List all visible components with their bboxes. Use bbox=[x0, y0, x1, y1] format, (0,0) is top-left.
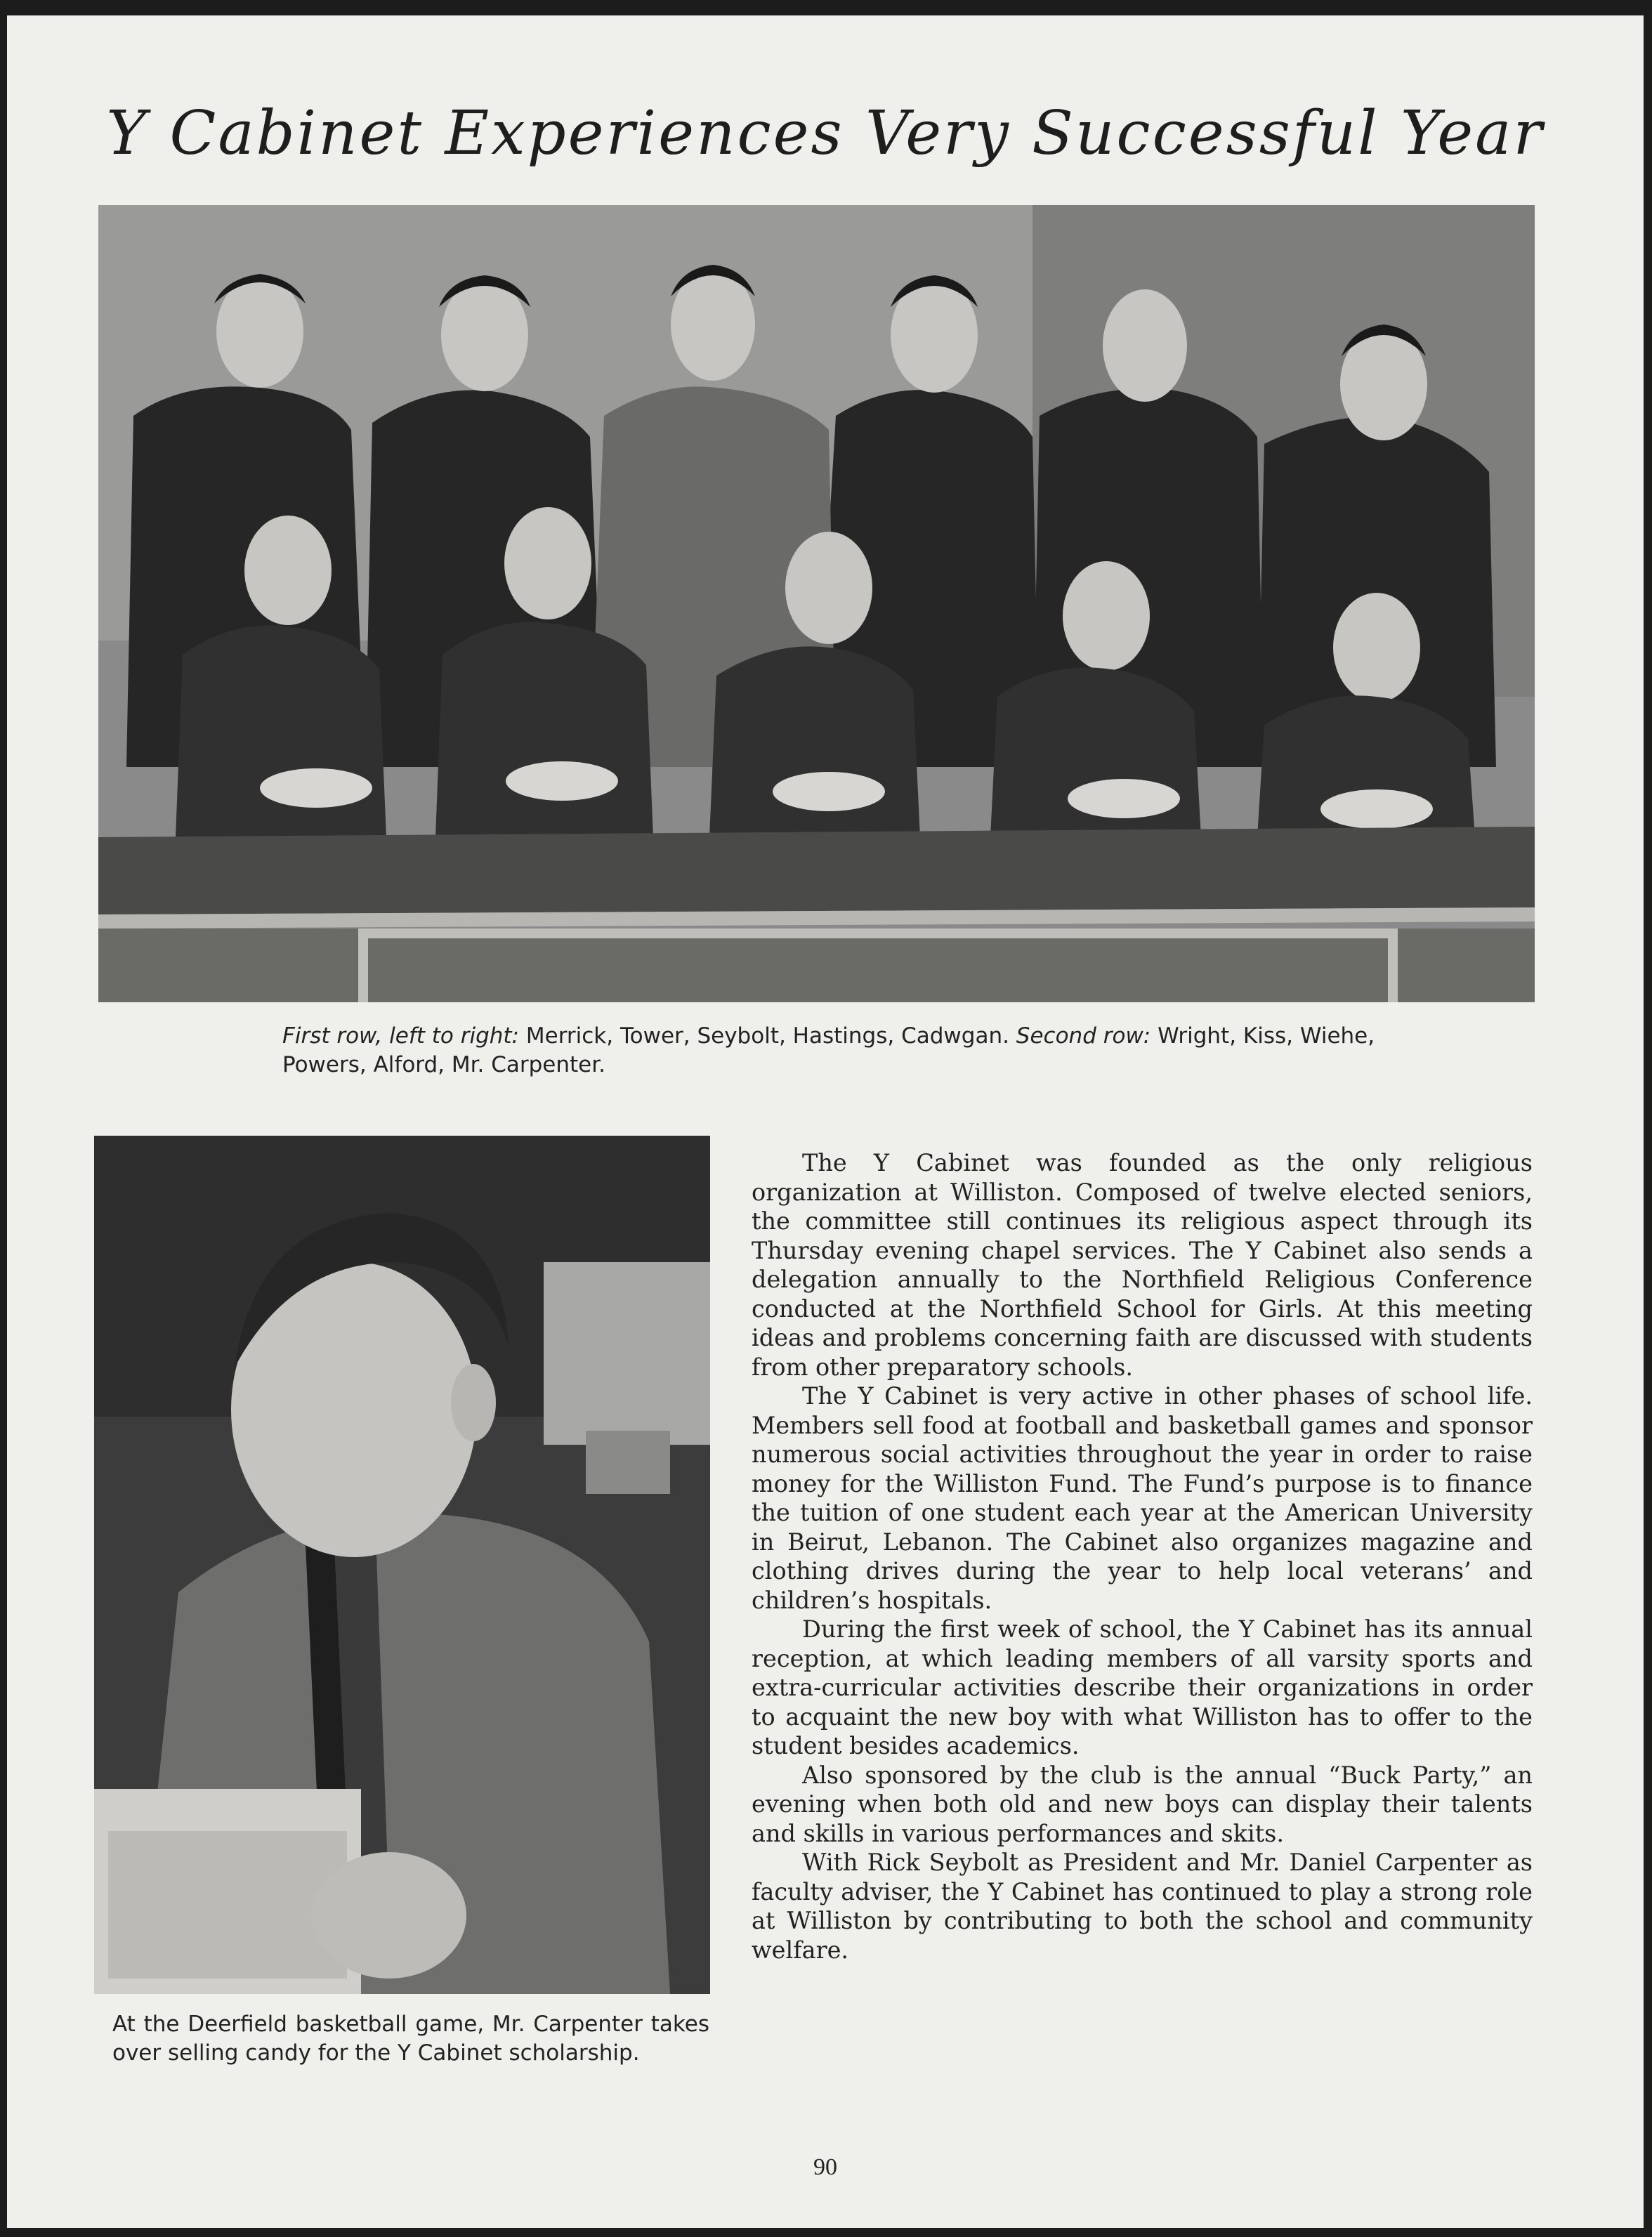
group-photo-image bbox=[98, 205, 1535, 1002]
article-paragraph: Also sponsored by the club is the annual “Buck Party,” an evening when both old and new boys can display their talents and skills in various performances and skits. bbox=[752, 1761, 1533, 1847]
yearbook-page bbox=[7, 15, 1644, 2228]
article-paragraph: With Rick Seybolt as President and Mr. Daniel Carpenter as faculty adviser, the Y Cabinet has continued to play a strong role at Williston by contributing to both the school and community welfare. bbox=[752, 1849, 1533, 1964]
caption-row-label-first: First row, left to right: bbox=[282, 1023, 520, 1049]
caption-first-row-names: Merrick, Tower, Seybolt, Hastings, Cadwgan. bbox=[519, 1023, 1016, 1049]
group-photo bbox=[98, 205, 1535, 1002]
carpenter-photo bbox=[94, 1136, 710, 1994]
caption-row-label-second: Second row: bbox=[1016, 1023, 1151, 1049]
page-number: 90 bbox=[813, 2154, 837, 2180]
carpenter-photo-caption: At the Deerfield basketball game, Mr. Carpenter takes over selling candy for the Y Cabinet scholarship. bbox=[112, 2012, 709, 2066]
article-paragraph: The Y Cabinet is very active in other phases of school life. Members sell food at football and basketball games and sponsor numerous social activities throughout the year in order to raise money for the Williston Fund. The Fund’s purpose is to finance the tuition of one student each year at the American University in Beirut, Lebanon. The Cabinet also organizes magazine and clothing drives during the year to help local veterans’ and children’s hospitals. bbox=[752, 1382, 1533, 1614]
article-paragraph: The Y Cabinet was founded as the only religious organization at Williston. Composed of twelve elected seniors, the committee still continues its religious aspect through its Thursday evening chapel services. The Y Cabinet also sends a delegation annually to the Northfield Religious Conference conducted at the Northfield School for Girls. At this meeting ideas and problems concerning faith are discussed with students from other preparatory schools. bbox=[752, 1149, 1533, 1381]
carpenter-photo-image bbox=[94, 1136, 710, 1994]
article-body bbox=[752, 1148, 1533, 1964]
caption-second-row-names: Wright, Kiss, Wiehe, Powers, Alford, Mr. Carpenter. bbox=[282, 1023, 1375, 1077]
article-paragraph: During the first week of school, the Y Cabinet has its annual reception, at which leading members of all varsity sports and extra-curricular activities describe their organizations in order to acquaint the new boy with what Williston has to offer to the student besides academics. bbox=[752, 1615, 1533, 1759]
group-photo-caption bbox=[282, 1022, 1406, 1080]
page-title: Y Cabinet Experiences Very Successful Year bbox=[106, 98, 1545, 169]
